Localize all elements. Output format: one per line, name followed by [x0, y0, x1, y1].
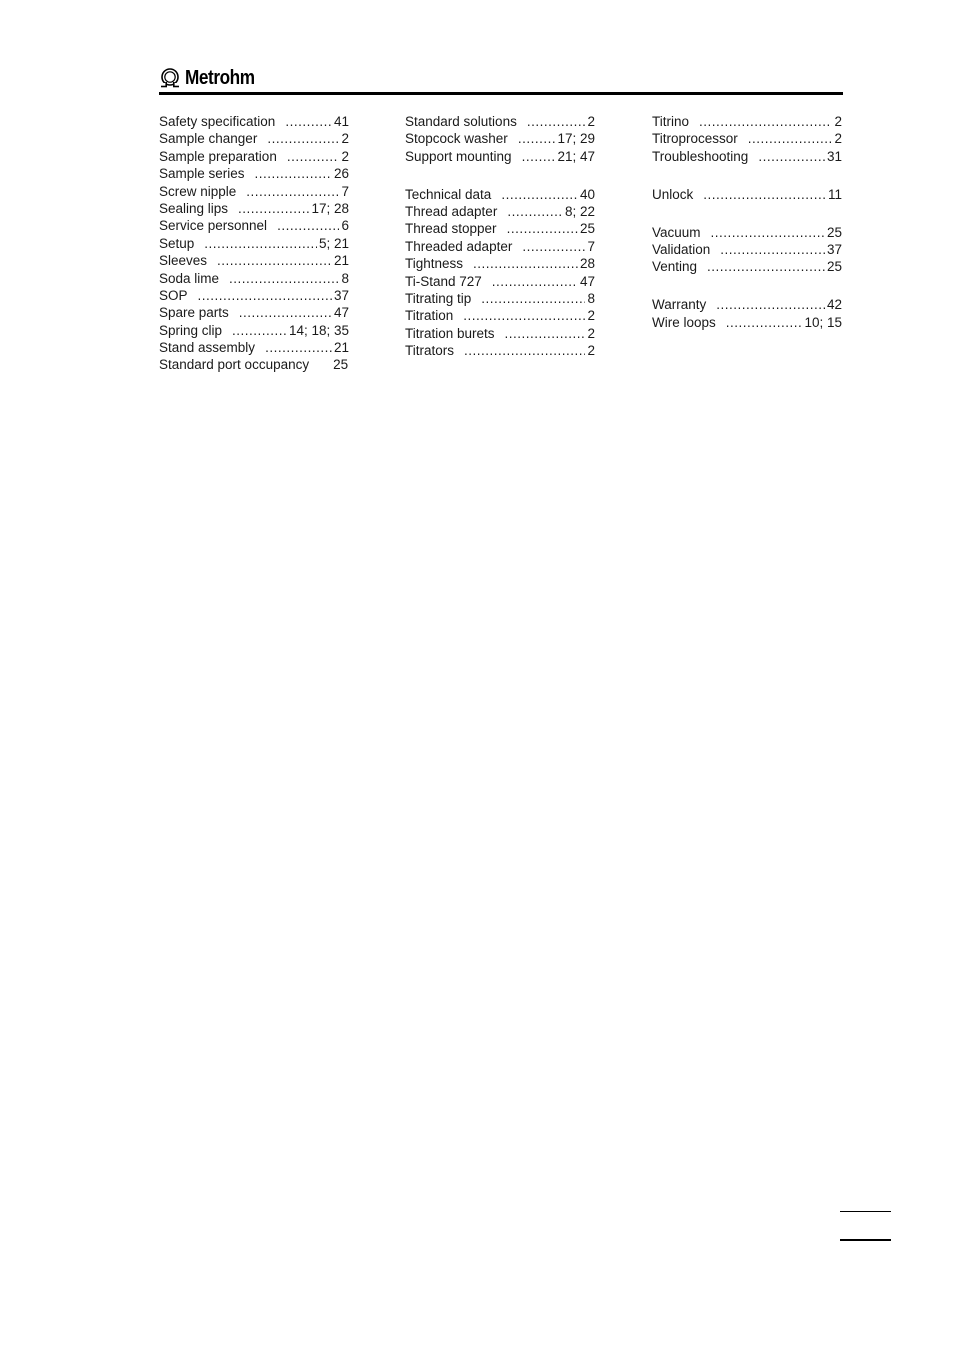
- dot-leader: [287, 148, 340, 165]
- index-term: Stand assembly: [159, 340, 256, 356]
- index-term: Sample preparation: [159, 148, 277, 164]
- index-column-3: [652, 113, 842, 352]
- index-term: Warranty: [652, 297, 707, 313]
- index-entry: [405, 325, 595, 342]
- index-pages: 40: [579, 186, 595, 202]
- dot-leader: [522, 148, 556, 165]
- dot-leader: [198, 287, 332, 304]
- index-column-1: [159, 113, 349, 394]
- index-entry: [652, 258, 842, 275]
- index-pages: 47: [333, 305, 349, 321]
- dot-leader: [204, 235, 317, 252]
- index-group: [405, 186, 595, 360]
- index-pages: 2: [834, 114, 842, 129]
- index-pages: 25: [826, 224, 842, 240]
- index-entry: [405, 273, 595, 290]
- index-entry: [159, 200, 349, 217]
- index-pages: 37: [333, 287, 349, 303]
- header-rule: [159, 92, 843, 95]
- index-term: Validation: [652, 241, 711, 257]
- page-footer-rule-bottom: [840, 1239, 891, 1241]
- index-entry: [652, 130, 842, 147]
- dot-leader: [716, 296, 825, 313]
- index-term: Thread adapter: [405, 204, 498, 220]
- index-entry: [652, 224, 842, 241]
- index-pages: 21: [333, 340, 349, 356]
- index-term: Troubleshooting: [652, 148, 749, 164]
- index-pages: 21: [333, 253, 349, 269]
- index-entry: [159, 148, 349, 165]
- index-pages: 47: [579, 273, 595, 289]
- index-entry: [652, 148, 842, 165]
- index-term: Technical data: [405, 186, 492, 202]
- index-pages: 41: [333, 114, 349, 129]
- dot-leader: [246, 183, 339, 200]
- index-entry: [159, 235, 349, 252]
- index-term: Titroprocessor: [652, 131, 738, 147]
- index-entry: [159, 113, 349, 130]
- dot-leader: [758, 148, 825, 165]
- index-entry: [652, 186, 842, 203]
- dot-leader: [255, 165, 332, 182]
- dot-leader: [229, 270, 339, 287]
- dot-leader: [232, 322, 287, 339]
- index-pages: 2: [834, 131, 842, 147]
- index-entry: [159, 270, 349, 287]
- index-term: Sample series: [159, 166, 245, 182]
- dot-leader: [473, 255, 578, 272]
- dot-leader: [518, 130, 556, 147]
- index-pages: 8: [341, 270, 349, 286]
- index-pages: 2: [341, 131, 349, 147]
- index-entry: [405, 113, 595, 130]
- page-footer-rule-top: [840, 1211, 891, 1212]
- index-term: Threaded adapter: [405, 238, 513, 254]
- index-entry: [405, 203, 595, 220]
- index-term: Titration burets: [405, 325, 495, 341]
- dot-leader: [507, 203, 563, 220]
- index-pages: 17; 28: [311, 200, 349, 216]
- index-pages: 6: [341, 218, 349, 234]
- index-pages: 11: [827, 186, 842, 202]
- dot-leader: [720, 241, 825, 258]
- index-entry: [159, 339, 349, 356]
- index-entry: [652, 314, 842, 331]
- omega-icon: [159, 67, 181, 89]
- index-pages: 7: [587, 238, 595, 254]
- index-term: Thread stopper: [405, 221, 497, 237]
- index-pages: 8; 22: [564, 204, 595, 220]
- index-term: Titrators: [405, 343, 455, 359]
- index-term: Soda lime: [159, 270, 220, 286]
- index-entry: [159, 287, 349, 304]
- index-entry: [652, 241, 842, 258]
- index-pages: 37: [826, 241, 842, 257]
- index-entry: [405, 220, 595, 237]
- page-header: [159, 66, 843, 94]
- index-entry: [405, 342, 595, 359]
- index-term: Standard port occupancy: [159, 357, 310, 373]
- index-entry: [159, 252, 349, 269]
- index-group: [652, 296, 842, 331]
- index-entry: [159, 165, 349, 182]
- index-pages: 2: [341, 148, 349, 164]
- index-term: Spare parts: [159, 305, 229, 321]
- dot-leader: [501, 186, 578, 203]
- index-term: SOP: [159, 287, 188, 303]
- dot-leader: [277, 217, 339, 234]
- dot-leader: [522, 238, 585, 255]
- index-term: Service personnel: [159, 218, 268, 234]
- index-entry: [159, 322, 349, 339]
- index-term: Stopcock washer: [405, 131, 508, 147]
- dot-leader: [748, 130, 833, 147]
- dot-leader: [238, 200, 309, 217]
- dot-leader: [703, 186, 826, 203]
- index-term: Sample changer: [159, 131, 258, 147]
- index-term: Titration: [405, 308, 454, 324]
- index-pages: 2: [587, 325, 595, 341]
- dot-leader: [527, 113, 586, 130]
- index-column-2: [405, 113, 595, 380]
- index-entry: [159, 217, 349, 234]
- index-term: Standard solutions: [405, 114, 517, 129]
- index-term: Spring clip: [159, 322, 223, 338]
- index-term: Titrino: [652, 114, 690, 129]
- index-term: Support mounting: [405, 148, 512, 164]
- index-pages: 25: [826, 259, 842, 275]
- index-entry: [652, 113, 842, 130]
- index-term: Wire loops: [652, 314, 716, 330]
- dot-leader: [699, 113, 832, 130]
- index-pages: 14; 18; 35: [288, 322, 349, 338]
- index-entry: [405, 186, 595, 203]
- index-term: Tightness: [405, 256, 464, 272]
- index-pages: 25: [579, 221, 595, 237]
- index-entry: [405, 238, 595, 255]
- index-pages: 2: [587, 308, 595, 324]
- dot-leader: [726, 314, 803, 331]
- index-entry: [405, 130, 595, 147]
- index-pages: 21; 47: [557, 148, 595, 164]
- dot-leader: [464, 342, 585, 359]
- dot-leader: [707, 258, 825, 275]
- index-pages: 31: [826, 148, 842, 164]
- dot-leader: [481, 290, 585, 307]
- dot-leader: [285, 113, 332, 130]
- index-term: Ti-Stand 727: [405, 273, 482, 289]
- index-group: [652, 186, 842, 203]
- index-pages: 42: [826, 297, 842, 313]
- index-entry: [405, 148, 595, 165]
- index-term: Setup: [159, 235, 195, 251]
- dot-leader: [711, 224, 825, 241]
- index-pages: 2: [587, 114, 595, 129]
- index-entry: [405, 290, 595, 307]
- index-term: Vacuum: [652, 224, 701, 240]
- index-pages: 8: [587, 291, 595, 307]
- dot-leader: [463, 307, 585, 324]
- brand-name: Metrohm: [185, 66, 255, 89]
- index-group: [159, 113, 349, 374]
- index-entry: [405, 255, 595, 272]
- index-entry: [159, 130, 349, 147]
- dot-leader: [505, 325, 586, 342]
- index-term: Titrating tip: [405, 291, 472, 307]
- index-term: Sealing lips: [159, 200, 229, 216]
- dot-leader: [265, 339, 332, 356]
- index-entry: [159, 304, 349, 321]
- dot-leader: [267, 130, 339, 147]
- index-pages: 2: [587, 343, 595, 359]
- index-pages: 7: [341, 183, 349, 199]
- index-pages: 17; 29: [557, 131, 595, 147]
- index-pages: 28: [579, 256, 595, 272]
- index-pages: 5; 21: [318, 235, 349, 251]
- index-term: Sleeves: [159, 253, 208, 269]
- index-term: Screw nipple: [159, 183, 237, 199]
- index-pages: 26: [333, 166, 349, 182]
- index-term: Venting: [652, 259, 698, 275]
- index-pages: 10; 15: [804, 314, 842, 330]
- index-entry: [159, 356, 349, 373]
- index-pages: 25: [333, 357, 349, 373]
- index-group: [652, 113, 842, 165]
- dot-leader: [217, 252, 332, 269]
- dot-leader: [492, 273, 578, 290]
- index-group: [652, 224, 842, 276]
- index-term: Unlock: [652, 186, 694, 202]
- dot-leader: [507, 220, 578, 237]
- dot-leader: [239, 304, 332, 321]
- index-entry: [405, 307, 595, 324]
- index-entry: [159, 183, 349, 200]
- index-term: Safety specification: [159, 114, 276, 129]
- metrohm-logo: [159, 66, 266, 90]
- index-entry: [652, 296, 842, 313]
- index-group: [405, 113, 595, 165]
